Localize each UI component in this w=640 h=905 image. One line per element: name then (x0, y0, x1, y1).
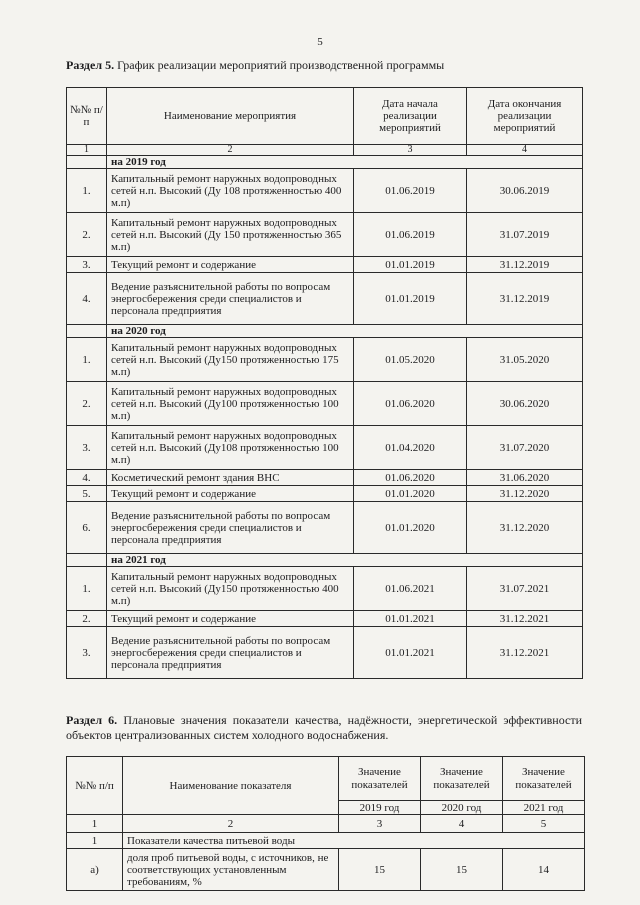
row-number: 1. (67, 169, 107, 213)
row-name: Косметический ремонт здания ВНС (107, 470, 354, 486)
header-value (339, 757, 421, 801)
header-value-label: Значение показателей (515, 765, 572, 791)
index-cell: 2 (123, 815, 339, 833)
row-end: 30.06.2019 (467, 169, 583, 213)
table-row (67, 273, 583, 325)
header-start: Дата начала реализации мероприятий (354, 88, 467, 145)
row-number: 2. (67, 382, 107, 426)
index-cell: 3 (354, 145, 467, 156)
row-start: 01.01.2021 (354, 627, 467, 679)
table-row (67, 611, 583, 627)
section6-title: Плановые значения показатели качества, надёжности, энергетической эффективности объектов централизованных систем холодного водоснабжения. (66, 713, 582, 742)
section6-heading (66, 713, 582, 743)
header-year: 2020 год (421, 801, 503, 815)
row-end: 31.12.2021 (467, 627, 583, 679)
row-start: 01.06.2019 (354, 169, 467, 213)
group-number: 1 (67, 833, 123, 849)
header-num: №№ п/п (67, 88, 107, 145)
row-start: 01.01.2020 (354, 486, 467, 502)
indicators-header-row (67, 757, 585, 801)
row-end: 31.12.2019 (467, 257, 583, 273)
header-year: 2019 год (339, 801, 421, 815)
index-cell: 4 (421, 815, 503, 833)
table-row (67, 627, 583, 679)
header-value (421, 757, 503, 801)
section5-title: График реализации мероприятий производственной программы (117, 58, 445, 72)
row-end: 31.07.2019 (467, 213, 583, 257)
index-cell: 4 (467, 145, 583, 156)
row-number: 1. (67, 338, 107, 382)
header-year: 2021 год (503, 801, 585, 815)
row-end: 31.12.2020 (467, 486, 583, 502)
page-number: 5 (317, 36, 323, 48)
row-name: Текущий ремонт и содержание (107, 257, 354, 273)
row-name: Ведение разъяснительной работы по вопросам энергосбережения среди специалистов и персонала предприятия (107, 502, 354, 554)
schedule-header-row (67, 88, 583, 145)
year-row (67, 554, 583, 567)
row-number: 3. (67, 627, 107, 679)
row-value-2019: 15 (339, 849, 421, 891)
year-label: на 2021 год (107, 554, 583, 567)
row-name: Капитальный ремонт наружных водопроводных сетей н.п. Высокий (Ду 108 протяженностью 400 м.п) (107, 169, 354, 213)
row-number: 2. (67, 611, 107, 627)
header-end: Дата окончания реализации мероприятий (467, 88, 583, 145)
row-start: 01.06.2020 (354, 470, 467, 486)
row-number: 3. (67, 257, 107, 273)
header-name: Наименование мероприятия (107, 88, 354, 145)
row-end: 31.07.2020 (467, 426, 583, 470)
table-row (67, 426, 583, 470)
row-number: 1. (67, 567, 107, 611)
row-number: 4. (67, 470, 107, 486)
header-value-label: Значение показателей (351, 765, 408, 791)
row-name: Ведение разъяснительной работы по вопросам энергосбережения среди специалистов и персонала предприятия (107, 627, 354, 679)
row-start: 01.06.2021 (354, 567, 467, 611)
header-value (503, 757, 585, 801)
table-row (67, 486, 583, 502)
year-label: на 2019 год (107, 156, 583, 169)
row-end: 30.06.2020 (467, 382, 583, 426)
table-row (67, 257, 583, 273)
row-name: Капитальный ремонт наружных водопроводных сетей н.п. Высокий (Ду100 протяженностью 100 м.п) (107, 382, 354, 426)
row-name: Текущий ремонт и содержание (107, 611, 354, 627)
header-num: №№ п/п (67, 757, 123, 815)
schedule-table (66, 87, 583, 679)
table-row (67, 849, 585, 891)
row-number: 5. (67, 486, 107, 502)
table-row (67, 470, 583, 486)
table-row (67, 502, 583, 554)
row-end: 31.12.2020 (467, 502, 583, 554)
indicators-table (66, 756, 585, 891)
header-name: Наименование показателя (123, 757, 339, 815)
index-cell: 3 (339, 815, 421, 833)
header-value-label: Значение показателей (433, 765, 490, 791)
section6-label: Раздел 6. (66, 713, 118, 727)
row-name: Капитальный ремонт наружных водопроводных сетей н.п. Высокий (Ду150 протяженностью 175 м.п) (107, 338, 354, 382)
row-name: Текущий ремонт и содержание (107, 486, 354, 502)
row-value-2021: 14 (503, 849, 585, 891)
row-number: 6. (67, 502, 107, 554)
row-start: 01.01.2021 (354, 611, 467, 627)
index-cell: 1 (67, 145, 107, 156)
row-name: доля проб питьевой воды, с источников, не соответствующих установленным требованиям, % (123, 849, 339, 891)
row-number: 4. (67, 273, 107, 325)
row-start: 01.04.2020 (354, 426, 467, 470)
table-row (67, 382, 583, 426)
row-end: 31.05.2020 (467, 338, 583, 382)
year-row (67, 325, 583, 338)
row-end: 31.06.2020 (467, 470, 583, 486)
row-name: Капитальный ремонт наружных водопроводных сетей н.п. Высокий (Ду150 протяженностью 400 м.п) (107, 567, 354, 611)
table-row (67, 169, 583, 213)
row-start: 01.01.2019 (354, 257, 467, 273)
table-row (67, 213, 583, 257)
row-start: 01.01.2020 (354, 502, 467, 554)
schedule-index-row (67, 145, 583, 156)
indicator-group-row (67, 833, 585, 849)
row-end: 31.12.2019 (467, 273, 583, 325)
year-row (67, 156, 583, 169)
row-end: 31.12.2021 (467, 611, 583, 627)
section5-heading (66, 58, 444, 73)
index-cell: 2 (107, 145, 354, 156)
table-row (67, 567, 583, 611)
row-name: Капитальный ремонт наружных водопроводных сетей н.п. Высокий (Ду108 протяженностью 100 м.п) (107, 426, 354, 470)
row-value-2020: 15 (421, 849, 503, 891)
row-number: 3. (67, 426, 107, 470)
group-name: Показатели качества питьевой воды (123, 833, 585, 849)
row-start: 01.05.2020 (354, 338, 467, 382)
table-row (67, 338, 583, 382)
row-start: 01.01.2019 (354, 273, 467, 325)
indicators-index-row (67, 815, 585, 833)
row-name: Капитальный ремонт наружных водопроводных сетей н.п. Высокий (Ду 150 протяженностью 365 м.п) (107, 213, 354, 257)
index-cell: 1 (67, 815, 123, 833)
row-start: 01.06.2020 (354, 382, 467, 426)
row-end: 31.07.2021 (467, 567, 583, 611)
row-name: Ведение разъяснительной работы по вопросам энергосбережения среди специалистов и персонала предприятия (107, 273, 354, 325)
row-number: 2. (67, 213, 107, 257)
row-start: 01.06.2019 (354, 213, 467, 257)
year-label: на 2020 год (107, 325, 583, 338)
section5-label: Раздел 5. (66, 58, 115, 72)
row-number: а) (67, 849, 123, 891)
index-cell: 5 (503, 815, 585, 833)
